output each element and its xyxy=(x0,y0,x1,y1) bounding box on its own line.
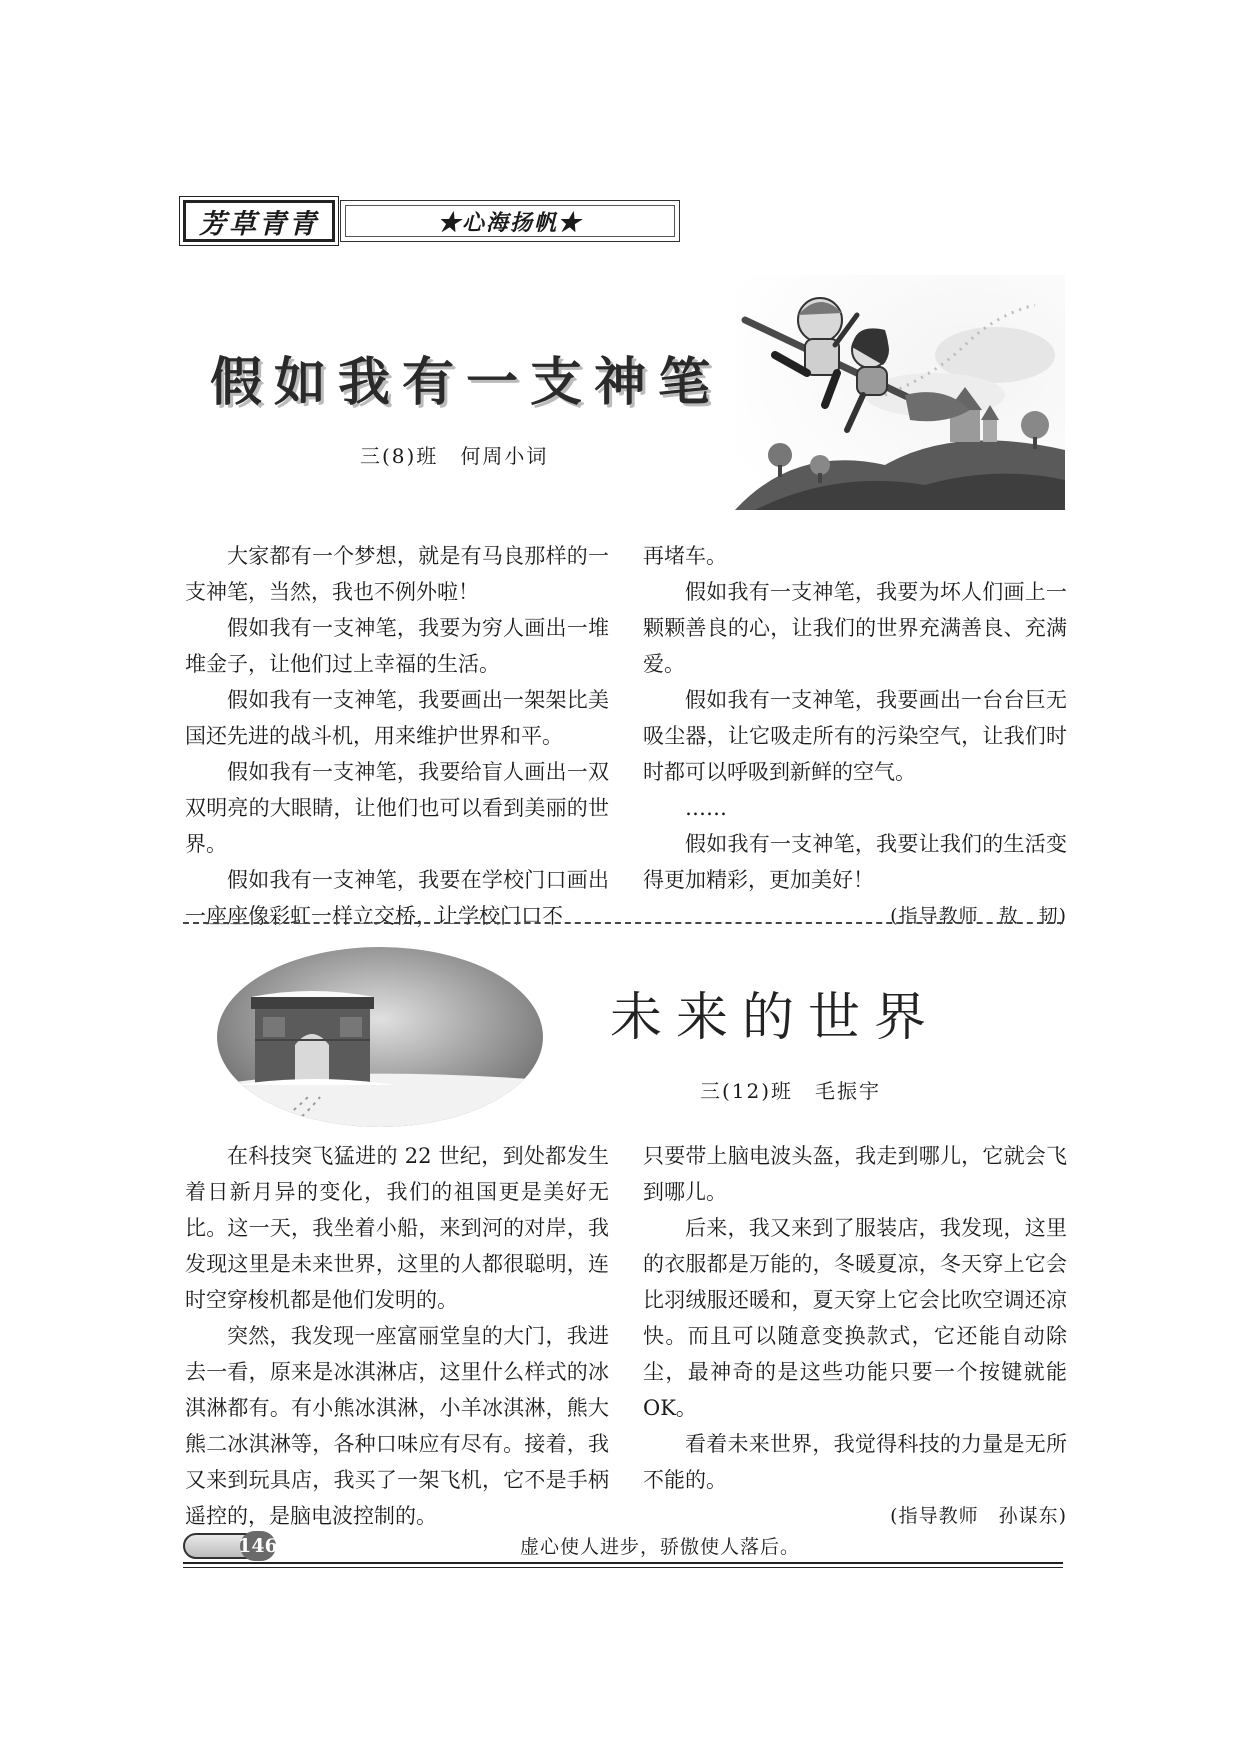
article-divider xyxy=(183,922,1063,924)
article1-column-2 xyxy=(643,538,1067,934)
article1-paragraph: 假如我有一支神笔，我要画出一架架比美国还先进的战斗机，用来维护世界和平。 xyxy=(185,688,609,748)
article1-paragraph: …… xyxy=(685,796,727,820)
article1-paragraph: 假如我有一支神笔，我要给盲人画出一双双明亮的大眼睛，让他们也可以看到美丽的世界。 xyxy=(185,760,609,856)
article2-paragraph: 在科技突飞猛进的 22 世纪，到处都发生着日新月异的变化，我们的祖国更是美好无比。这一天，我坐着小船，来到河的对岸，我发现这里是未来世界，这里的人都很聪明，连时空穿梭机都是他们发明的。 xyxy=(185,1144,609,1312)
article1-title: 假如我有一支神笔 xyxy=(210,353,723,413)
footer-motto: 虚心使人进步，骄傲使人落后。 xyxy=(520,1536,801,1558)
article1-paragraph: 假如我有一支神笔，我要在学校门口画出一座座像彩虹一样立交桥，让学校门口不 xyxy=(185,868,609,928)
footer-rule xyxy=(183,1567,1063,1568)
article1-paragraph: 假如我有一支神笔，我要画出一台台巨无吸尘器，让它吸走所有的污染空气，让我们时时都可以呼吸到新鲜的空气。 xyxy=(643,688,1067,784)
kids-on-broom-illustration xyxy=(735,275,1065,510)
article2-paragraph: 突然，我发现一座富丽堂皇的大门，我进去一看，原来是冰淇淋店，这里什么样式的冰淇淋都有。有小熊冰淇淋，小羊冰淇淋，熊大熊二冰淇淋等，各种口味应有尽有。接着，我又来到玩具店，我买了一架飞机，它不是手柄遥控的，是脑电波控制的。 xyxy=(185,1324,609,1528)
article2-paragraph: 后来，我又来到了服装店，我发现，这里的衣服都是万能的，冬暖夏凉，冬天穿上它会比羽绒服还暖和，夏天穿上它会比吹空调还凉快。而且可以随意变换款式，它还能自动除尘，最神奇的是这些功能只要一个按键就能 OK。 xyxy=(643,1216,1067,1420)
article1-paragraph: 再堵车。 xyxy=(643,544,727,568)
article1-paragraph: 假如我有一支神笔，我要为穷人画出一堆堆金子，让他们过上幸福的生活。 xyxy=(185,616,609,676)
article2-paragraph: 看着未来世界，我觉得科技的力量是无所不能的。 xyxy=(643,1432,1067,1492)
footer-rule xyxy=(183,1562,1063,1564)
article2-title: 未来的世界 xyxy=(610,988,941,1048)
article2-byline: 三(12)班 毛振宇 xyxy=(700,1079,882,1103)
article2-paragraph: 只要带上脑电波头盔，我走到哪儿，它就会飞到哪儿。 xyxy=(643,1144,1067,1204)
snow-arch-illustration xyxy=(215,945,545,1130)
article2-column-2 xyxy=(643,1138,1067,1534)
article1-byline: 三(8)班 何周小词 xyxy=(360,444,549,468)
article2-teacher: (指导教师 孙谋东) xyxy=(890,1505,1067,1527)
page-number: 146 xyxy=(240,1531,276,1561)
section-tag: 芳草青青 xyxy=(183,200,335,242)
article1-paragraph: 大家都有一个梦想，就是有马良那样的一支神笔，当然，我也不例外啦！ xyxy=(185,544,609,604)
article2-column-1 xyxy=(185,1138,609,1534)
column-tag: ★心海扬帆★ xyxy=(340,200,680,242)
article1-teacher: (指导教师 敖 韧) xyxy=(890,905,1067,927)
article1-column-1 xyxy=(185,538,609,934)
article1-paragraph: 假如我有一支神笔，我要为坏人们画上一颗颗善良的心，让我们的世界充满善良、充满爱。 xyxy=(643,580,1067,676)
article1-paragraph: 假如我有一支神笔，我要让我们的生活变得更加精彩，更加美好！ xyxy=(643,832,1067,892)
